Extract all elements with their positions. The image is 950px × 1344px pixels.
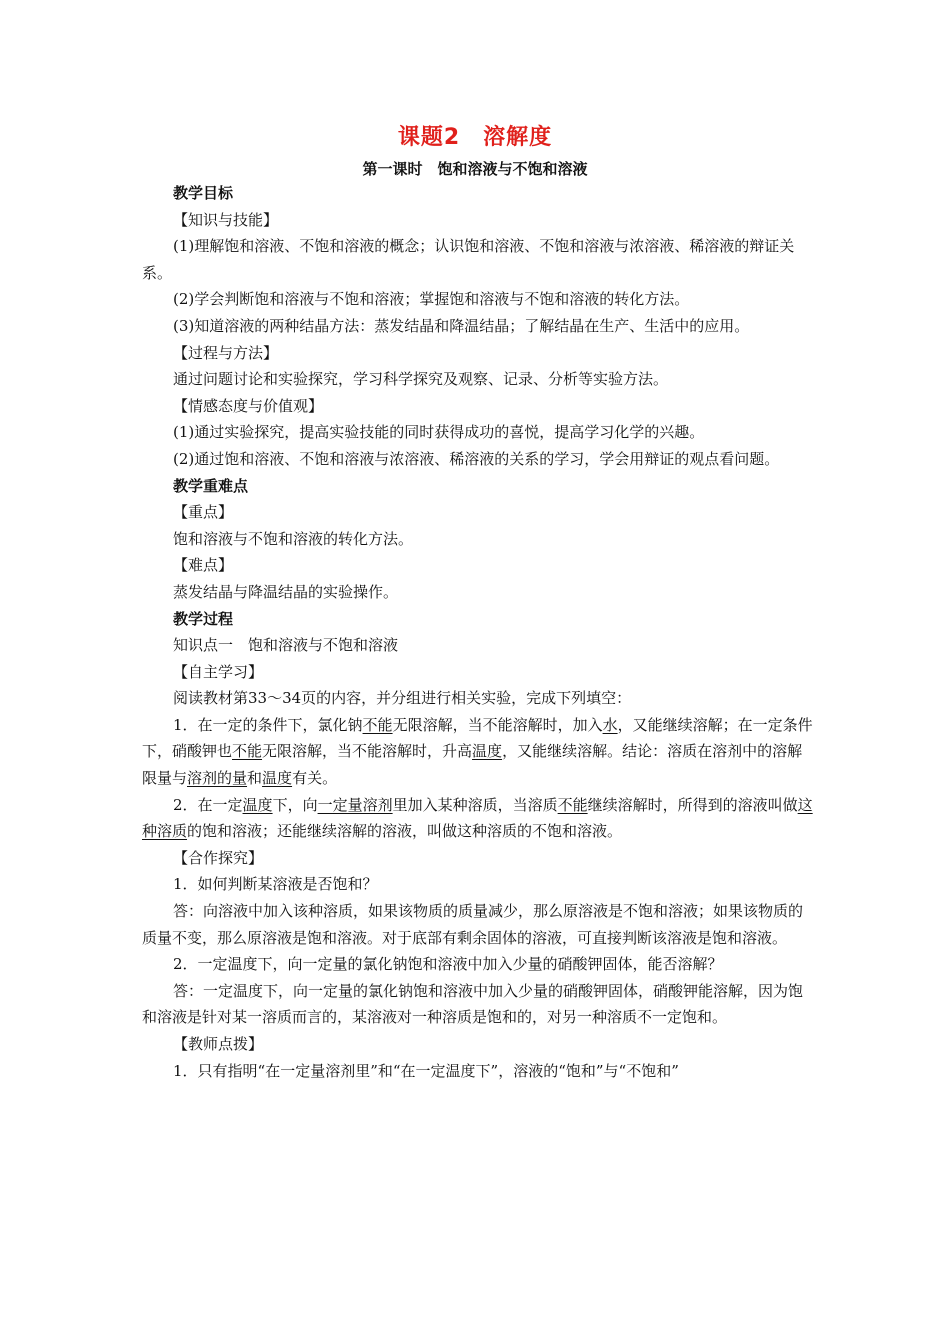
answer-blank: 溶剂的量 — [187, 769, 248, 788]
attitude-item: (1)通过实验探究，提高实验技能的同时获得成功的喜悦，提高学习化学的兴趣。 — [173, 423, 705, 442]
knowledge-item: (2)学会判断饱和溶液与不饱和溶液；掌握饱和溶液与不饱和溶液的转化方法。 — [173, 290, 690, 309]
key-text: 饱和溶液与不饱和溶液的转化方法。 — [173, 529, 414, 548]
objectives-heading: 教学目标 — [173, 184, 234, 202]
knowledge-item: (3)知道溶液的两种结晶方法：蒸发结晶和降温结晶；了解结晶在生产、生活中的应用。 — [173, 316, 750, 335]
page-title: 课题2 溶解度 — [397, 125, 553, 150]
question-1: 1．如何判断某溶液是否饱和？ — [173, 875, 378, 894]
answer-blank: 这种溶质 — [142, 795, 813, 841]
self-study-label: 【自主学习】 — [173, 662, 264, 681]
document-body — [142, 180, 814, 1084]
answer-2: 答：一定温度下，向一定量的氯化钠饱和溶液中加入少量的硝酸钾固体，硝酸钾能溶解，因为饱和溶液是针对某一溶质而言的，某溶液对一种溶质是饱和的，对另一种溶质不一定饱和。 — [142, 981, 804, 1027]
page-subtitle: 第一课时 饱和溶液与不饱和溶液 — [362, 160, 588, 178]
process-text: 通过问题讨论和实验探究，学习科学探究及观察、记录、分析等实验方法。 — [173, 370, 669, 389]
knowledge-label: 【知识与技能】 — [173, 210, 279, 229]
answer-blank: 不能 — [557, 795, 588, 814]
answer-blank: 不能 — [232, 742, 263, 761]
answer-1: 答：向溶液中加入该种溶质，如果该物质的质量减少，那么原溶液是不饱和溶液；如果该物质的质量不变，那么原溶液是饱和溶液。对于底部有剩余固体的溶液，可直接判断该溶液是饱和溶液。 — [142, 902, 804, 947]
answer-blank: 温度 — [472, 742, 503, 761]
difficulties-heading: 教学重难点 — [173, 476, 249, 495]
attitude-label: 【情感态度与价值观】 — [173, 396, 324, 415]
answer-blank: 一定量溶剂 — [317, 795, 393, 814]
self-study-intro: 阅读教材第33～34页的内容，并分组进行相关实验，完成下列填空： — [173, 689, 632, 708]
teacher-label: 【教师点拨】 — [173, 1035, 264, 1053]
attitude-item: (2)通过饱和溶液、不饱和溶液与浓溶液、稀溶液的关系的学习，学会用辩证的观点看问题。 — [173, 449, 780, 468]
answer-blank: 水 — [602, 715, 618, 734]
answer-blank: 不能 — [362, 715, 393, 734]
question-2: 2．一定温度下，向一定量的氯化钠饱和溶液中加入少量的硝酸钾固体，能否溶解？ — [173, 955, 723, 974]
cooperate-label: 【合作探究】 — [173, 848, 264, 867]
fill-blank-question-2: 2．在一定温度下，向一定量溶剂里加入某种溶质，当溶质不能继续溶解时，所得到的溶液叫做这种溶质的饱和溶液；还能继续溶解的溶液，叫做这种溶质的不饱和溶液。 — [142, 795, 813, 841]
answer-blank: 温度 — [262, 769, 293, 788]
hard-text: 蒸发结晶与降温结晶的实验操作。 — [173, 582, 399, 601]
process-label: 【过程与方法】 — [173, 343, 279, 362]
process-heading: 教学过程 — [173, 609, 234, 628]
key-label: 【重点】 — [173, 503, 234, 522]
hard-label: 【难点】 — [173, 556, 234, 575]
answer-blank: 温度 — [242, 795, 273, 814]
fill-blank-question-1: 1．在一定的条件下，氯化钠不能无限溶解，当不能溶解时，加入水，又能继续溶解；在一定条件下，硝酸钾也不能无限溶解，当不能溶解时，升高温度，又能继续溶解。结论：溶质在溶剂中的溶解限量与溶剂的量和温度有关。 — [142, 715, 813, 788]
knowledge-item: (1)理解饱和溶液、不饱和溶液的概念；认识饱和溶液、不饱和溶液与浓溶液、稀溶液的辩证关系。 — [142, 237, 795, 282]
knowledge-point-title: 知识点一 饱和溶液与不饱和溶液 — [173, 636, 399, 655]
teacher-text: 1．只有指明“在一定量溶剂里”和“在一定温度下”，溶液的“饱和”与“不饱和” — [173, 1061, 679, 1080]
